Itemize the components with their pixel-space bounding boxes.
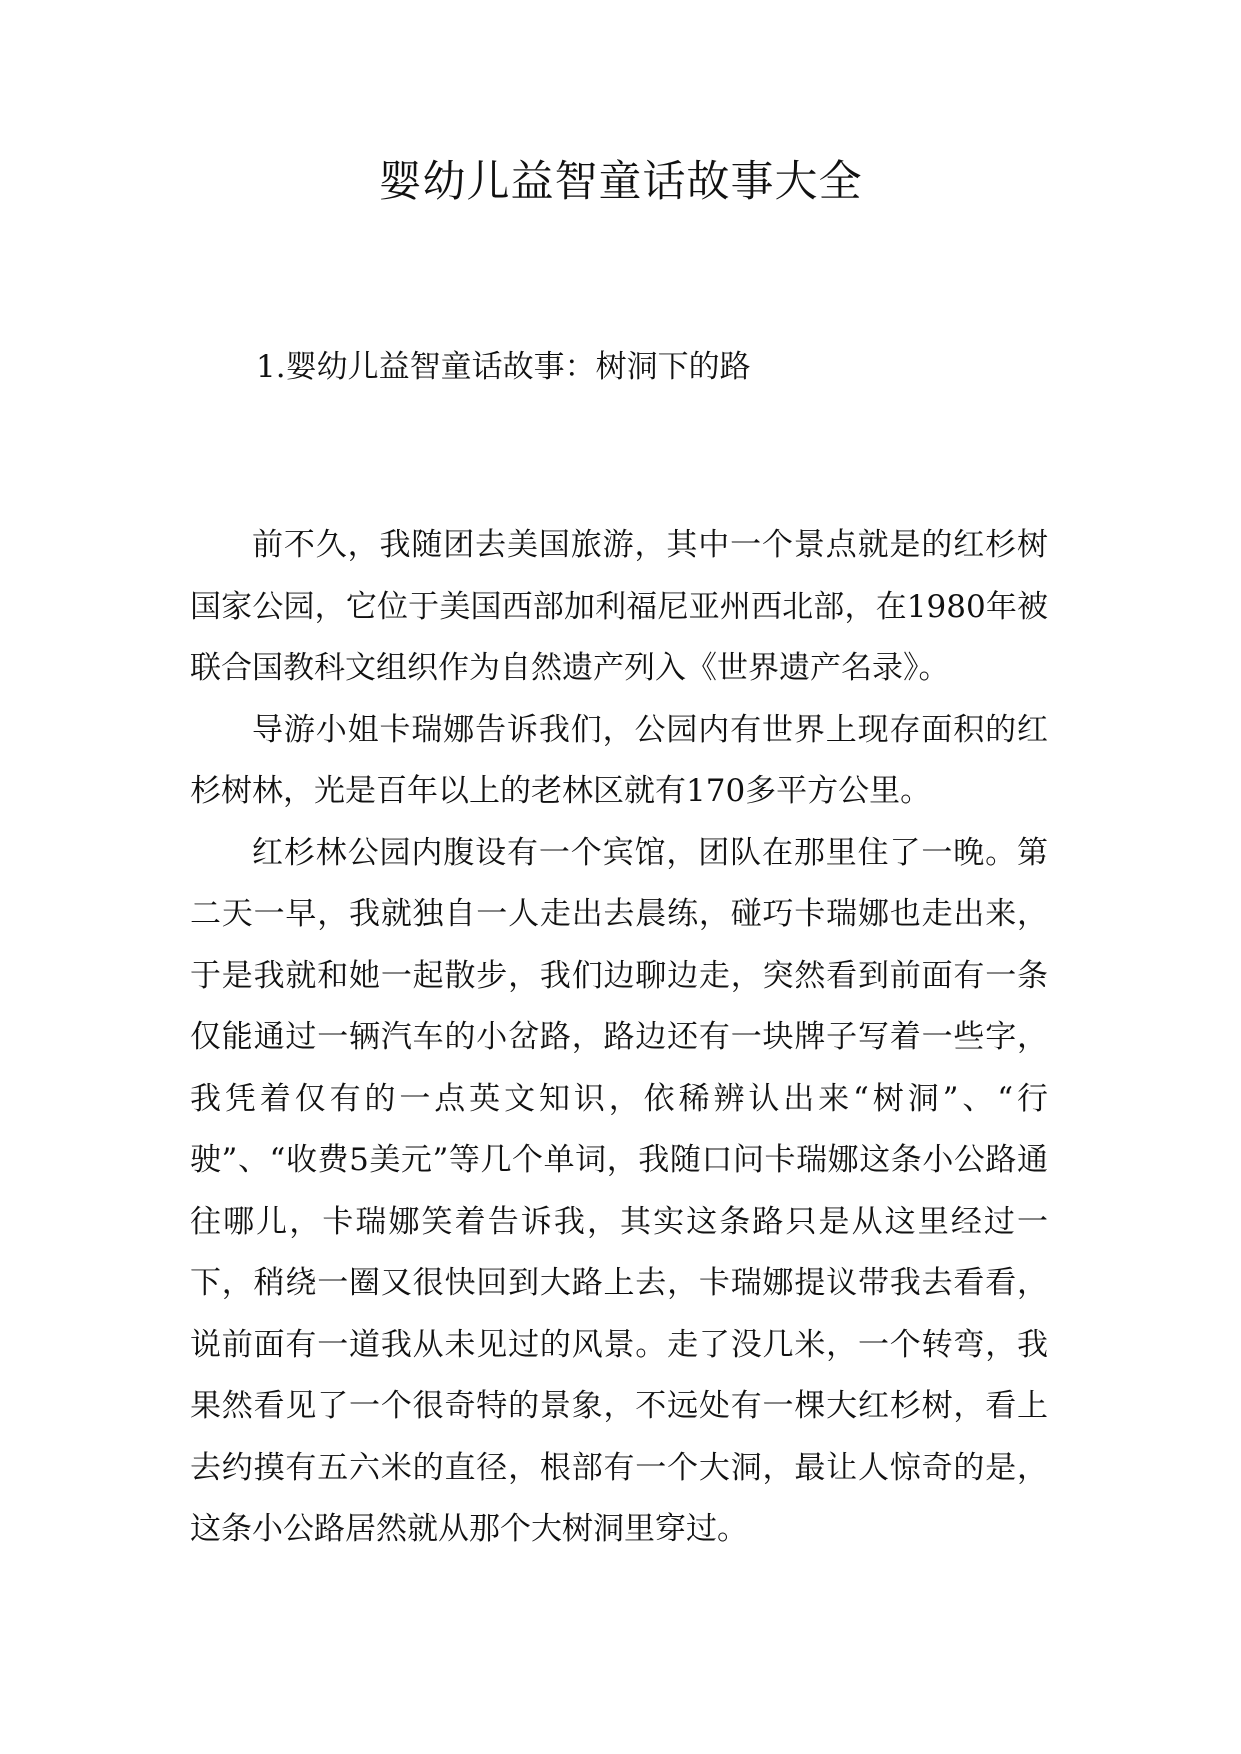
paragraph: 前不久，我随团去美国旅游，其中一个景点就是的红杉树国家公园，它位于美国西部加利福尼亚州西北部，在1980年被联合国教科文组织作为自然遗产列入《世界遗产名录》。: [190, 527, 1048, 686]
story-body: [190, 515, 1048, 1561]
paragraph: 导游小姐卡瑞娜告诉我们，公园内有世界上现存面积的红杉树林，光是百年以上的老林区就有170多平方公里。: [190, 711, 1048, 809]
document-title: 婴幼儿益智童话故事大全: [378, 157, 863, 207]
section-heading: 1.婴幼儿益智童话故事：树洞下的路: [256, 349, 751, 385]
paragraph: 红杉林公园内腹设有一个宾馆，团队在那里住了一晚。第二天一早，我就独自一人走出去晨练，碰巧卡瑞娜也走出来，于是我就和她一起散步，我们边聊边走，突然看到前面有一条仅能通过一辆汽车的小岔路，路边还有一块牌子写着一些字，我凭着仅有的一点英文知识，依稀辨认出来“树洞”、“行驶”、“收费5美元”等几个单词，我随口问卡瑞娜这条小公路通往哪儿，卡瑞娜笑着告诉我，其实这条路只是从这里经过一下，稍绕一圈又很快回到大路上去，卡瑞娜提议带我去看看，说前面有一道我从未见过的风景。走了没几米，一个转弯，我果然看见了一个很奇特的景象，不远处有一棵大红杉树，看上去约摸有五六米的直径，根部有一个大洞，最让人惊奇的是，这条小公路居然就从那个大树洞里穿过。: [190, 834, 1048, 1547]
